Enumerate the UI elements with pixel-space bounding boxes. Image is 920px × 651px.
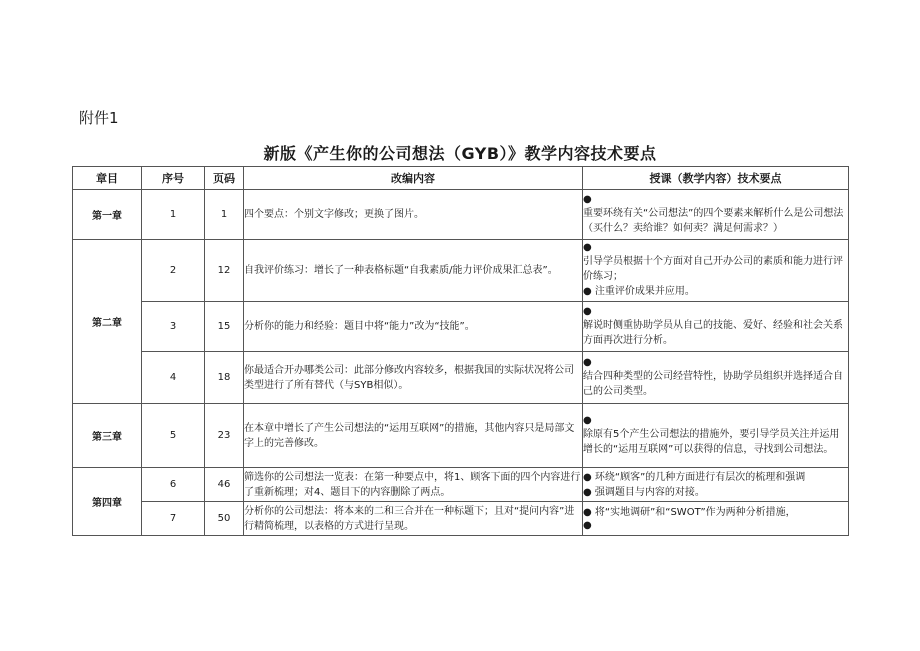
page-cell: 50 — [205, 502, 244, 536]
bullet-icon: ● — [583, 286, 592, 297]
page-cell: 15 — [205, 302, 244, 352]
changes-cell: 分析你的公司想法：将本来的二和三合并在一种标题下；且对“提问内容”进行精简梳理，以表格的方式进行呈现。 — [244, 502, 583, 536]
seq-cell: 4 — [142, 352, 205, 404]
document-title: 新版《产生你的公司想法（GYB）》教学内容技术要点 — [263, 144, 657, 163]
bullet-icon: ● — [583, 356, 592, 368]
header-chapter: 章目 — [73, 167, 142, 190]
points-text: 引导学员根据十个方面对自己开办公司的素质和能力进行评价练习； — [583, 256, 843, 282]
seq-cell: 1 — [142, 190, 205, 240]
points-text: 除原有5个产生公司想法的措施外，要引导学员关注并运用增长的“运用互联网”可以获得的信息，寻找到公司想法。 — [583, 428, 840, 455]
page-cell: 23 — [205, 404, 244, 468]
points-cell — [583, 190, 849, 240]
header-page: 页码 — [205, 167, 244, 190]
bullet-icon: ● — [583, 471, 592, 483]
seq-cell: 5 — [142, 404, 205, 468]
chapter-cell: 第四章 — [73, 468, 142, 536]
points-text: ● 环绕“顾客”的几种方面进行有层次的梳理和强调 — [583, 471, 806, 483]
points-text: 重要环绕有关“公司想法”的四个要素来解析什么是公司想法（买什么？卖给谁？如何卖？满足何需求？） — [583, 207, 844, 234]
attachment-label: 附件1 — [79, 109, 119, 127]
table-row — [73, 502, 849, 536]
changes-cell: 分析你的能力和经验：题目中将“能力”改为“技能”。 — [244, 302, 583, 352]
header-points: 授课（教学内容）技术要点 — [583, 167, 849, 190]
page-cell: 12 — [205, 240, 244, 302]
table-row — [73, 190, 849, 240]
points-cell — [583, 502, 849, 536]
header-row — [73, 167, 849, 190]
content-table — [72, 166, 849, 536]
page-cell: 1 — [205, 190, 244, 240]
changes-cell: 在本章中增长了产生公司想法的“运用互联网”的措施，其他内容只是局部文字上的完善修改。 — [244, 404, 583, 468]
table-row — [73, 468, 849, 502]
points-cell — [583, 240, 849, 302]
points-cell — [583, 404, 849, 468]
changes-cell: 你最适合开办哪类公司：此部分修改内容较多，根据我国的实际状况将公司类型进行了所有替代（与SYB相似）。 — [244, 352, 583, 404]
table-row — [73, 404, 849, 468]
changes-cell: 筛选你的公司想法一览表：在第一种要点中，将1、顾客下面的四个内容进行了重新梳理；对4、题目下的内容删除了两点。 — [244, 468, 583, 502]
seq-cell: 7 — [142, 502, 205, 536]
points-text: 结合四种类型的公司经营特性，协助学员组织并选择适合自己的公司类型。 — [583, 370, 843, 397]
page-cell: 46 — [205, 468, 244, 502]
chapter-cell: 第一章 — [73, 190, 142, 240]
changes-cell: 自我评价练习：增长了一种表格标题“自我素质/能力评价成果汇总表”。 — [244, 240, 583, 302]
table-row — [73, 352, 849, 404]
header-seq: 序号 — [142, 167, 205, 190]
bullet-icon: ● — [583, 507, 592, 518]
table-row — [73, 240, 849, 302]
points-text: ● 将“实地调研”和“SWOT”作为两种分析措施， — [583, 507, 796, 518]
page-cell: 18 — [205, 352, 244, 404]
chapter-cell: 第二章 — [73, 240, 142, 404]
changes-cell: 四个要点：个别文字修改；更换了图片。 — [244, 190, 583, 240]
points-cell — [583, 302, 849, 352]
bullet-icon: ● — [583, 193, 592, 205]
points-text: ● 注重评价成果并应用。 — [583, 286, 695, 297]
chapter-cell: 第三章 — [73, 404, 142, 468]
bullet-icon: ● — [583, 520, 592, 531]
points-cell — [583, 352, 849, 404]
bullet-icon: ● — [583, 414, 592, 426]
points-text: 解说时侧重协助学员从自己的技能、爱好、经验和社会关系方面再次进行分析。 — [583, 319, 843, 346]
seq-cell: 2 — [142, 240, 205, 302]
seq-cell: 6 — [142, 468, 205, 502]
bullet-icon: ● — [583, 242, 592, 253]
seq-cell: 3 — [142, 302, 205, 352]
table-row — [73, 302, 849, 352]
points-text: ● 强调题目与内容的对接。 — [583, 486, 705, 498]
bullet-icon: ● — [583, 305, 592, 317]
points-cell — [583, 468, 849, 502]
header-changes: 改编内容 — [244, 167, 583, 190]
bullet-icon: ● — [583, 486, 592, 498]
